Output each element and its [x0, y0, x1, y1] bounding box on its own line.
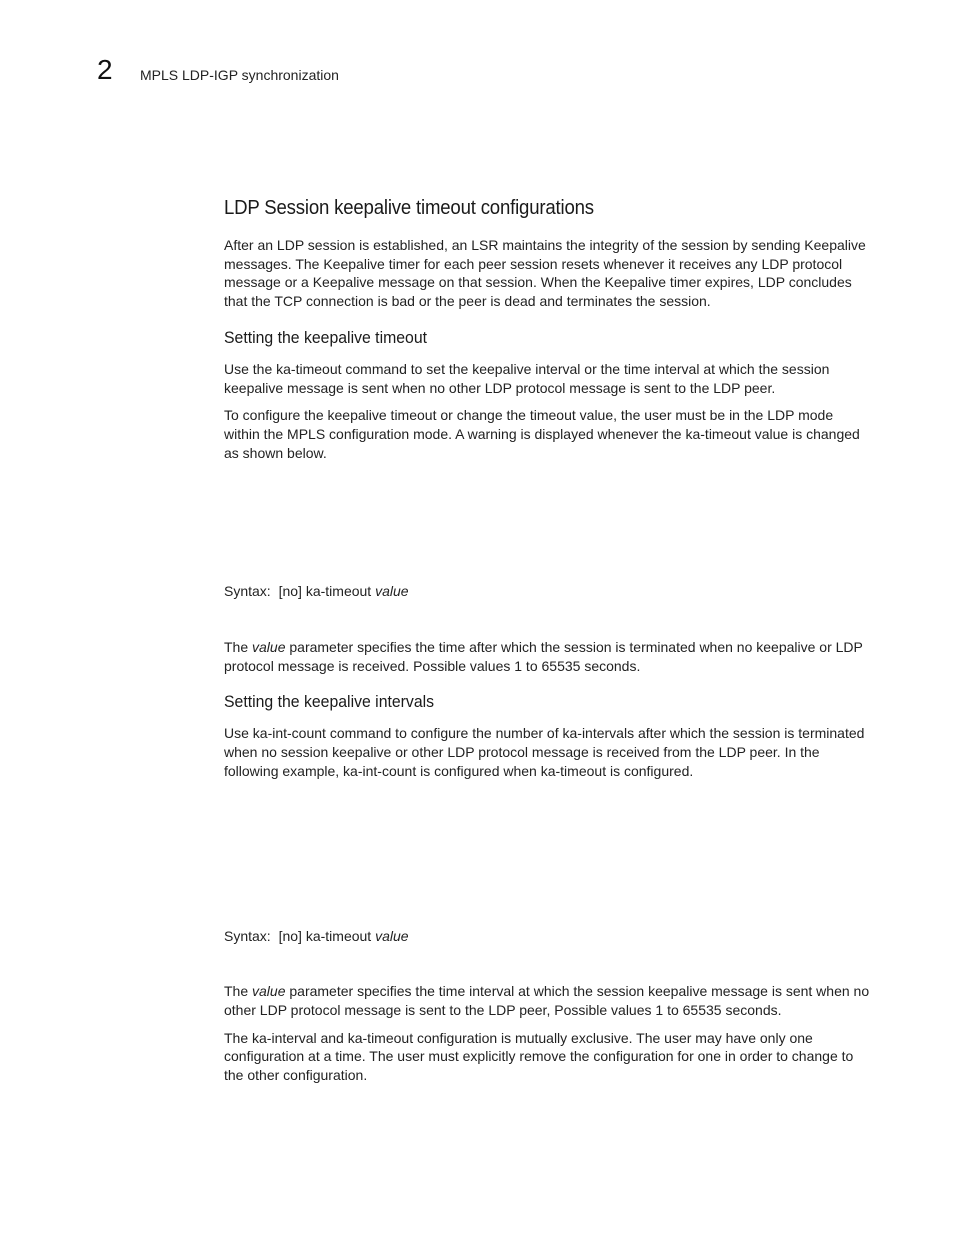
- desc-lead: The: [224, 639, 249, 656]
- desc-text: parameter specifies the time after which the session is terminated when no keepalive or LDP protocol message is received. Possible values 1 to 65535 seconds.: [224, 639, 863, 674]
- intervals-paragraph-1: Use ka-int-count command to configure the number of ka-intervals after which the session is terminated when no session keepalive or other LDP protocol message is received from the LDP peer. In the following example, ka-int-count is configured when ka-timeout is configured.: [224, 725, 865, 779]
- syntax-command: [no] ka-timeout: [278, 583, 372, 600]
- section-intro-paragraph: After an LDP session is established, an LSR maintains the integrity of the session by sending Keepalive messages. The Keepalive timer for each peer session resets whenever it receives any LDP protocol message or a Keepalive message on that session. When the Keepalive timer expires, LDP concludes that the TCP connection is bad or the peer is dead and terminates the session.: [224, 237, 866, 310]
- desc-parameter: value: [252, 639, 286, 656]
- intervals-value-description: [224, 982, 872, 1019]
- section-title: LDP Session keepalive timeout configurations: [224, 197, 594, 219]
- syntax-command: [no] ka-timeout: [278, 927, 372, 944]
- running-header-title: MPLS LDP-IGP synchronization: [140, 67, 339, 83]
- timeout-paragraph-1: Use the ka-timeout command to set the keepalive interval or the time interval at which the session keepalive message is sent when no other LDP protocol message is sent to the LDP peer.: [224, 360, 830, 396]
- desc-text: parameter specifies the time interval at which the session keepalive message is sent when no other LDP protocol message is sent to the LDP peer, Possible values 1 to 65535 seconds.: [224, 983, 870, 1018]
- syntax-label: Syntax:: [224, 583, 271, 600]
- timeout-syntax-line: [224, 582, 872, 601]
- intervals-exclusive-paragraph: The ka-interval and ka-timeout configuration is mutually exclusive. The user may have only one configuration at a time. The user must explicitly remove the configuration for one in order to change to the other configuration.: [224, 1029, 854, 1084]
- syntax-parameter: value: [375, 583, 409, 600]
- syntax-parameter: value: [375, 927, 409, 944]
- syntax-label: Syntax:: [224, 927, 271, 944]
- chapter-number: 2: [97, 54, 113, 85]
- timeout-value-description: [224, 638, 872, 675]
- intervals-syntax-line: [224, 927, 872, 946]
- desc-lead: The: [224, 983, 249, 1000]
- timeout-paragraph-2: To configure the keepalive timeout or change the timeout value, the user must be in the LDP mode within the MPLS configuration mode. A warning is displayed whenever the ka-timeout value is changed as shown below.: [224, 407, 860, 461]
- desc-parameter: value: [252, 983, 286, 1000]
- subsection-title-keepalive-intervals: Setting the keepalive intervals: [224, 692, 435, 712]
- subsection-title-keepalive-timeout: Setting the keepalive timeout: [224, 327, 428, 347]
- main-content: [224, 194, 872, 1085]
